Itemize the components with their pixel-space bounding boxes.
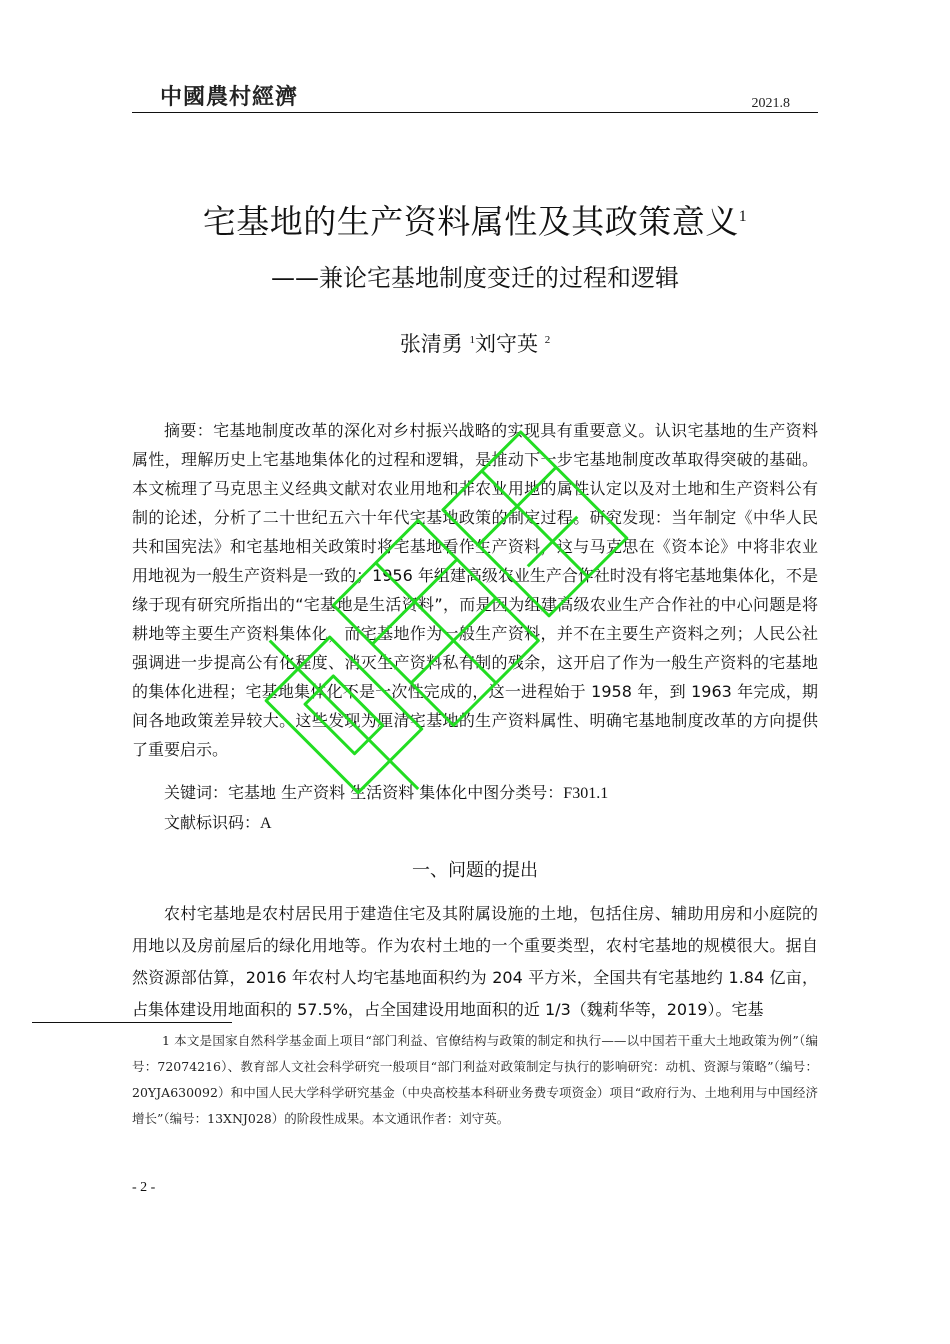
clc-value: F301.1 <box>563 785 609 802</box>
page-number: - 2 - <box>132 1180 156 1195</box>
abstract-label: 摘要： <box>164 421 214 440</box>
document-code <box>164 808 272 838</box>
author-affiliation-mark: 2 <box>544 334 551 346</box>
article-title-text: 宅基地的生产资料属性及其政策意义 <box>202 202 739 241</box>
footnote: 1 本文是国家自然科学基金面上项目“部门利益、官僚结构与政策的制定和执行——以中国若干重大土地政策为例”（编号：72074216）、教育部人文社会科学研究一般项目“部门利益对政策制定与执行的影响研究：动机、资源与策略”（编号：20YJA630092）和中国人民大学科学研究基金（中央高校基本科研业务费专项资金）项目“政府行为、土地利用与中国经济增长”（编号：13XNJ028）的阶段性成果。本文通讯作者：刘守英。 <box>132 1033 818 1126</box>
footnote-rule <box>32 1022 232 1023</box>
section-heading: 一、问题的提出 <box>412 860 538 881</box>
abstract <box>132 416 818 764</box>
author-affiliation-mark: 1 <box>469 334 475 346</box>
article-title <box>0 196 950 243</box>
header-rule <box>132 112 818 113</box>
clc-label: 中图分类号： <box>467 783 564 802</box>
author-name: 刘守英 <box>475 332 538 356</box>
title-footnote-mark[interactable]: 1 <box>738 208 748 225</box>
journal-logo: 中國農村經濟 <box>160 84 299 110</box>
doc-code-label: 文献标识码： <box>164 813 261 832</box>
abstract-text: 宅基地制度改革的深化对乡村振兴战略的实现具有重要意义。认识宅基地的生产资料属性，理解历史上宅基地集体化的过程和逻辑，是推动下一步宅基地制度改革取得突破的基础。本文梳理了马克思主义经典文献对农业用地和非农业用地的属性认定以及对土地和生产资料公有制的论述，分析了二十世纪五六十年代宅基地政策的制定过程。研究发现：当年制定《中华人民共和国宪法》和宅基地相关政策时将宅基地看作生产资料，这与马克思在《资本论》中将非农业用地视为一般生产资料是一致的；1956 年组建高级农业生产合作社时没有将宅基地集体化，不是缘于现有研究所指出的“宅基地是生活资料”，而是因为组建高级农业生产合作社的中心问题是将耕地等主要生产资料集体化，而宅基地作为一般生产资料，并不在主要生产资料之列；人民公社强调进一步提高公有化程度、消灭生产资料私有制的残余，这开启了作为一般生产资料的宅基地的集体化进程；宅基地集体化不是一次性完成的，这一进程始于 1958 年，到 1963 年完成，期间各地政策差异较大。这些发现为厘清宅基地的生产资料属性、明确宅基地制度改革的方向提供了重要启示。 <box>132 421 818 759</box>
article-subtitle: ——兼论宅基地制度变迁的过程和逻辑 <box>271 264 679 292</box>
section-body: 农村宅基地是农村居民用于建造住宅及其附属设施的土地，包括住房、辅助用房和小庭院的用地以及房前屋后的绿化用地等。作为农村土地的一个重要类型，农村宅基地的规模很大。据自然资源部估算，2016 年农村人均宅基地面积约为 204 平方米，全国共有宅基地约 1.84 亿亩，占集体建设用地面积的 57.5%，占全国建设用地面积的近 1/3（魏莉华等，2019）。宅基 <box>132 904 818 1019</box>
keywords-value: 宅基地 生产资料 生活资料 集体化 <box>228 783 468 802</box>
keywords <box>164 778 608 808</box>
issue-date: 2021.8 <box>751 96 790 111</box>
keywords-label: 关键词： <box>164 783 229 802</box>
doc-code-value: A <box>260 815 272 832</box>
author-name: 张清勇 <box>399 332 463 356</box>
authors <box>0 328 950 358</box>
